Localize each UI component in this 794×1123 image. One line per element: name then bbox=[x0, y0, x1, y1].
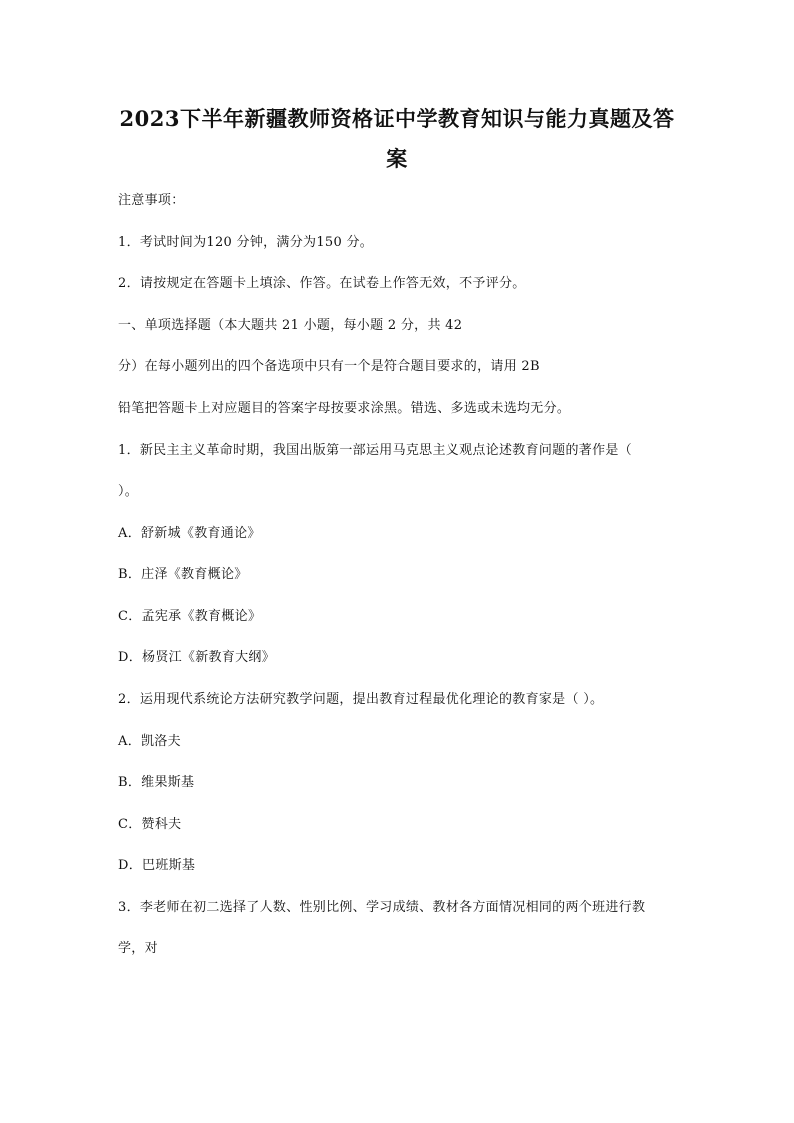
notice-heading: 注意事项： bbox=[118, 193, 185, 208]
option-item: B．维果斯基 bbox=[118, 775, 195, 790]
option-item: C．孟宪承《教育概论》 bbox=[118, 609, 262, 624]
section-heading: 分）在每小题列出的四个备选项中只有一个是符合题目要求的，请用 2B bbox=[118, 359, 540, 374]
question-stem: ）。 bbox=[118, 484, 139, 499]
notice-item: 1．考试时间为120 分钟，满分为150 分。 bbox=[118, 235, 374, 250]
question-stem: 1．新民主主义革命时期，我国出版第一部运用马克思主义观点论述教育问题的著作是（ bbox=[118, 443, 632, 458]
question-stem: 学，对 bbox=[118, 941, 158, 956]
option-item: D．杨贤江《新教育大纲》 bbox=[118, 650, 276, 665]
question-stem: 2．运用现代系统论方法研究教学问题，提出教育过程最优化理论的教育家是（ ）。 bbox=[118, 692, 604, 707]
option-item: A．舒新城《教育通论》 bbox=[118, 526, 261, 541]
option-item: A．凯洛夫 bbox=[118, 734, 181, 749]
page-title: 2023下半年新疆教师资格证中学教育知识与能力真题及答 bbox=[119, 106, 675, 131]
section-heading: 铅笔把答题卡上对应题目的答案字母按要求涂黑。错选、多选或未选均无分。 bbox=[118, 401, 571, 416]
section-heading: 一、单项选择题（本大题共 21 小题，每小题 2 分，共 42 bbox=[118, 318, 463, 333]
notice-item: 2．请按规定在答题卡上填涂、作答。在试卷上作答无效，不予评分。 bbox=[118, 276, 526, 291]
option-item: C．赞科夫 bbox=[118, 817, 182, 832]
question-stem: 3．李老师在初二选择了人数、性别比例、学习成绩、教材各方面情况相同的两个班进行教 bbox=[118, 900, 646, 915]
option-item: B．庄泽《教育概论》 bbox=[118, 567, 248, 582]
option-item: D．巴班斯基 bbox=[118, 858, 196, 873]
page-title-continued: 案 bbox=[386, 146, 408, 171]
